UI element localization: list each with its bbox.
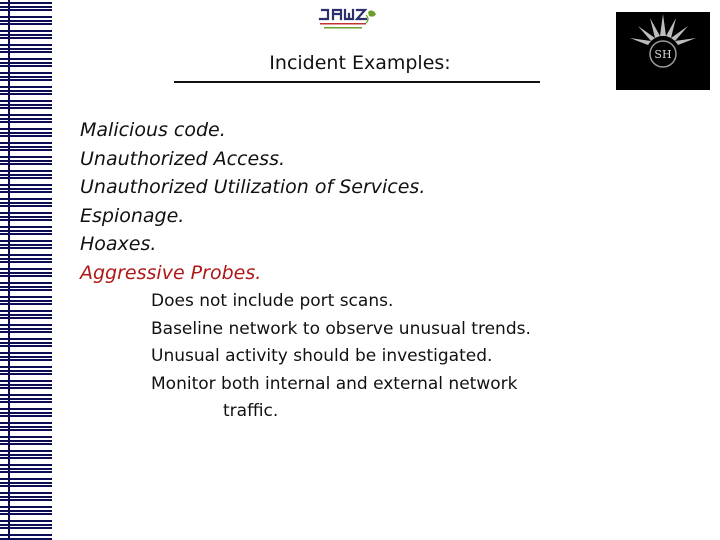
sub-list-item: Does not include port scans. <box>151 291 394 311</box>
sub-list-item-continuation: traffic. <box>223 401 279 421</box>
sub-list-item: Monitor both internal and external network <box>151 373 518 394</box>
jawz-logo <box>300 2 390 36</box>
sub-list-item: Baseline network to observe unusual trends. <box>151 318 531 339</box>
title-underline <box>174 81 540 83</box>
sub-list-item: Unusual activity should be investigated. <box>151 346 493 366</box>
list-item: Malicious code. <box>80 119 226 141</box>
slide-title: Incident Examples: <box>269 52 451 74</box>
left-stripe-border <box>0 0 52 540</box>
corner-logo-initials: SH <box>654 48 672 61</box>
incident-list <box>80 116 425 287</box>
list-item-highlighted: Aggressive Probes. <box>80 261 262 284</box>
list-item: Espionage. <box>80 204 185 227</box>
list-item: Unauthorized Access. <box>80 147 286 170</box>
list-item: Unauthorized Utilization of Services. <box>80 176 426 198</box>
aggressive-probes-sublist <box>151 288 531 426</box>
security-horizon-logo <box>616 12 710 90</box>
list-item: Hoaxes. <box>80 233 157 255</box>
